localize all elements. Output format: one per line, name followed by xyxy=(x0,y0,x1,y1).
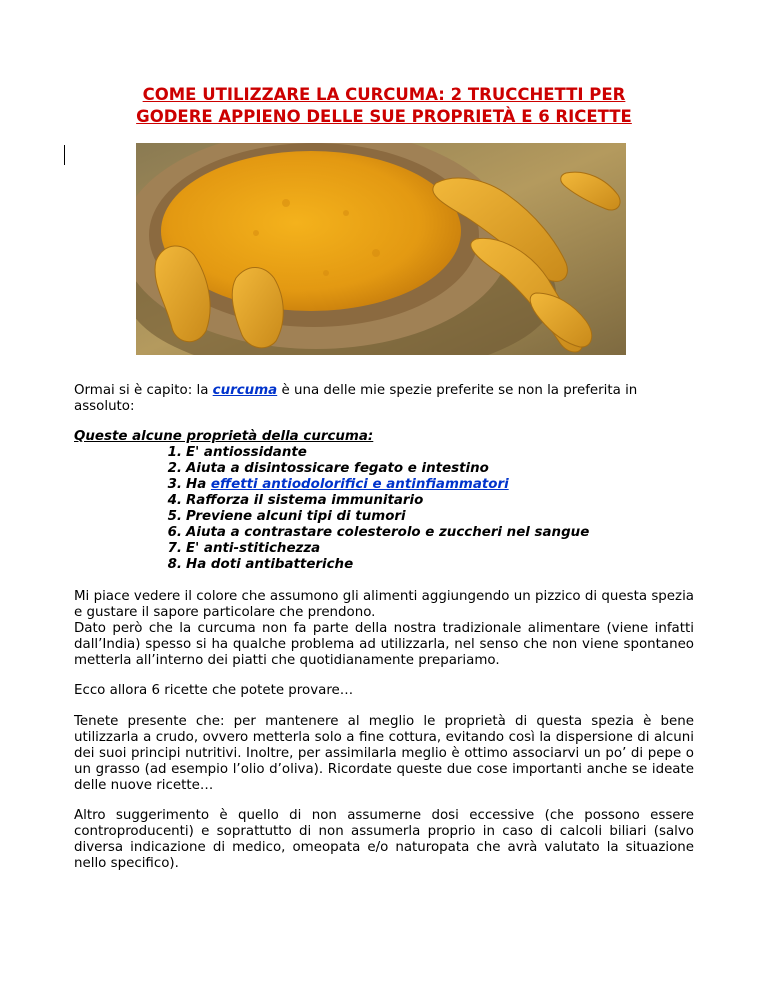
list-item xyxy=(164,557,589,573)
list-text: Rafforza il sistema immunitario xyxy=(186,493,424,508)
paragraph-colors: Mi piace vedere il colore che assumono gli alimenti aggiungendo un pizzico di questa spezia e gustare il sapore particolare che prendono. xyxy=(74,589,694,620)
intro-paragraph xyxy=(74,383,694,415)
list-number: 4. xyxy=(167,493,182,508)
list-text: Previene alcuni tipi di tumori xyxy=(186,509,406,524)
list-number: 3. xyxy=(167,477,182,492)
list-text: E' anti-stitichezza xyxy=(186,541,321,556)
paragraph-tradition: Dato però che la curcuma non fa parte della nostra tradizionale alimentare (viene infatti dall’India) spesso si ha qualche problema ad utilizzarla, nel senso che non viene spontaneo metterla all’interno dei piatti che quotidianamente prepariamo. xyxy=(74,621,694,668)
curcuma-link[interactable]: curcuma xyxy=(212,383,278,398)
intro-text-after: è una delle mie spezie preferite se non la preferita in assoluto: xyxy=(74,383,638,414)
list-text: Aiuta a contrastare colesterolo e zuccheri nel sangue xyxy=(186,525,590,540)
paragraph-warning: Altro suggerimento è quello di non assumerne dosi eccessive (che possono essere controproducenti) e soprattutto di non assumerla proprio in caso di calcoli biliari (salvo diversa indicazione di medico, omeopata e/o naturopata che avrà valutato la situazione nello specifico). xyxy=(74,808,694,871)
list-item xyxy=(164,493,589,509)
list-item xyxy=(164,541,589,557)
list-item xyxy=(164,445,589,461)
list-number: 7. xyxy=(167,541,182,556)
paragraph-recipes-intro: Ecco allora 6 ricette che potete provare… xyxy=(74,683,354,698)
turmeric-photo xyxy=(136,143,626,355)
list-item xyxy=(164,461,589,477)
list-item xyxy=(164,525,589,541)
list-text: E' antiossidante xyxy=(186,445,307,460)
list-number: 8. xyxy=(167,557,182,572)
list-number: 5. xyxy=(167,509,182,524)
list-item xyxy=(164,477,589,493)
list-text: Aiuta a disintossicare fegato e intestino xyxy=(186,461,489,476)
list-number: 2. xyxy=(167,461,182,476)
page-title xyxy=(60,84,708,128)
title-line-2: GODERE APPIENO DELLE SUE PROPRIETÀ E 6 RICETTE xyxy=(136,107,632,126)
list-number: 6. xyxy=(167,525,182,540)
list-item xyxy=(164,509,589,525)
anti-inflammatory-link[interactable]: effetti antiodolorifici e antinfiammatori xyxy=(210,477,509,492)
paragraph-tips: Tenete presente che: per mantenere al meglio le proprietà di questa spezia è bene utilizzarla a crudo, ovvero metterla solo a fine cottura, evitando così la dispersione di alcuni dei suoi principi nutritivi. Inoltre, per assimilarla meglio è ottimo associarvi un po’ di pepe o un grasso (ad esempio l’olio d’oliva). Ricordate queste due cose importanti anche se ideate delle nuove ricette… xyxy=(74,714,694,793)
text-cursor xyxy=(64,145,65,165)
list-text: Ha doti antibatteriche xyxy=(186,557,354,572)
list-text: Ha xyxy=(186,477,211,492)
intro-text-before: Ormai si è capito: la xyxy=(74,383,213,398)
properties-heading: Queste alcune proprietà della curcuma: xyxy=(74,429,374,444)
properties-list xyxy=(74,445,589,573)
list-number: 1. xyxy=(167,445,182,460)
title-line-1: COME UTILIZZARE LA CURCUMA: 2 TRUCCHETTI PER xyxy=(142,85,626,104)
